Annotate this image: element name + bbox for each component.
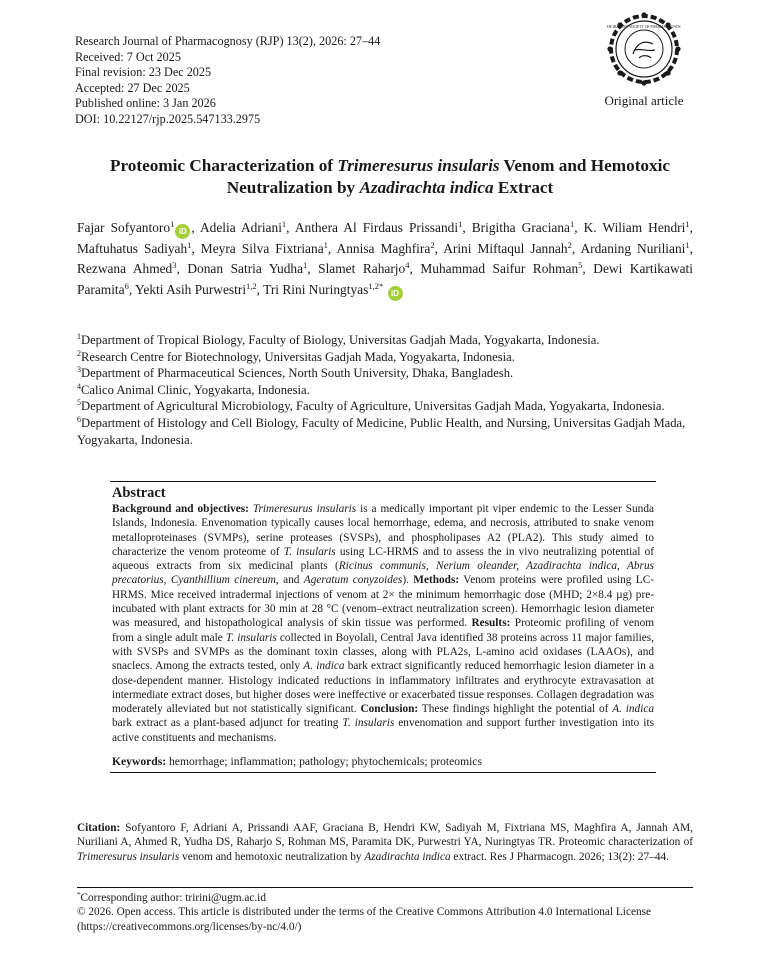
orcid-icon[interactable]: iD bbox=[388, 286, 403, 301]
doi: DOI: 10.22127/rjp.2025.547133.2975 bbox=[75, 111, 261, 126]
received-date: Received: 7 Oct 2025 bbox=[75, 49, 181, 64]
abstract-box bbox=[110, 481, 656, 773]
author: Muhammad Saifur Rohman$^5$ bbox=[420, 260, 583, 277]
accepted-date: Accepted: 27 Dec 2025 bbox=[75, 80, 190, 95]
journal-meta bbox=[75, 34, 380, 128]
author: Meyra Silva Fixtriana$^1$ bbox=[200, 240, 328, 256]
footnotes bbox=[77, 891, 693, 934]
author: Annisa Maghfira$^2$ bbox=[336, 240, 435, 256]
logo-block bbox=[592, 12, 696, 109]
published-date: Published online: 3 Jan 2026 bbox=[75, 96, 216, 111]
author: Ardaning Nuriliani$^1$ bbox=[580, 240, 690, 256]
article-type-label: Original article bbox=[604, 93, 684, 108]
final-revision-date: Final revision: 23 Dec 2025 bbox=[75, 65, 212, 80]
paper-title: Proteomic Characterization of Trimeresurus insularis Venom and Hemotoxic Neutralization by Azadirachta indica Extract bbox=[109, 156, 671, 197]
author: Dewi Kartikawati Paramita$^6$ bbox=[77, 261, 693, 297]
svg-text:THE IRANIAN SOCIETY OF PHARMAC: THE IRANIAN SOCIETY OF PHARMACOGNOSY bbox=[607, 25, 681, 29]
journal-citation-line: Research Journal of Pharmacognosy (RJP) 13(2), 2026: 27–44 bbox=[75, 34, 381, 48]
author: Fajar Sofyantoro$^1$ bbox=[77, 219, 175, 235]
citation: Citation: Sofyantoro F, Adriani A, Prissandi AAF, Graciana B, Hendri KW, Sadiyah M, Fixtriana MS, Maghfira A, Jannah AM, Nuriliani A, Ahmed R, Yudha DS, Raharjo S, Rohman MS, Paramita DK, Purwestri YA, Nuringtyas TR. Proteomic characterization of Trimeresurus insularis venom and hemotoxic neutralization by Azadirachta indica extract. Res J Pharmacogn. 2026; 13(2): 27–44. bbox=[77, 822, 693, 863]
affiliation-list bbox=[77, 332, 697, 448]
license-notice: © 2026. Open access. This article is distributed under the terms of the Creative Commons Attribution 4.0 International License (https://creativecommons.org/licenses/by-nc/4.0/) bbox=[77, 906, 652, 933]
affiliation: $^2$Research Centre for Biotechnology, Universitas Gadjah Mada, Yogyakarta, Indonesia. bbox=[77, 348, 515, 364]
author-list: Fajar Sofyantoro$^1$iD , Adelia Adriani$^1$, Anthera Al Firdaus Prissandi$^1$, Brigitha Graciana$^1$, K. Wiliam Hendri$^1$, Maftuhatus Sadiyah$^1$, Meyra Silva Fixtriana$^1$, Annisa Maghfira$^2$, Arini Miftaqul Jannah$^2$, Ardaning Nuriliani$^1$, Rezwana Ahmed$^3$, Donan Satria Yudha$^1$, Slamet Raharjo$^4$, Muhammad Saifur Rohman$^5$, Dewi Kartikawati Paramita$^6$, Yekti Asih Purwestri$^{1,2}$, Tri Rini Nuringtyas$^{1,2*}$ iD bbox=[77, 218, 693, 301]
abstract-heading: Abstract bbox=[112, 485, 166, 501]
affiliation: $^5$Department of Agricultural Microbiology, Faculty of Agriculture, Universitas Gadjah Mada, Yogyakarta, Indonesia. bbox=[77, 398, 665, 414]
author: Brigitha Graciana$^1$ bbox=[471, 219, 575, 235]
affiliation: $^6$Department of Histology and Cell Biology, Faculty of Medicine, Public Health, and Nursing, Universitas Gadjah Mada, Yogyakarta, Indonesia. bbox=[77, 414, 686, 447]
corresponding-author: *Corresponding author: tririni@ugm.ac.id bbox=[77, 891, 266, 904]
author: Yekti Asih Purwestri$^{1,2}$ bbox=[135, 280, 257, 297]
orcid-icon[interactable]: iD bbox=[175, 224, 190, 239]
author: Slamet Raharjo$^4$ bbox=[318, 260, 410, 277]
affiliation: $^3$Department of Pharmaceutical Sciences, North South University, Dhaka, Bangladesh. bbox=[77, 365, 514, 381]
author: Adelia Adriani$^1$ bbox=[200, 219, 287, 235]
society-seal-icon bbox=[607, 12, 681, 86]
author: Tri Rini Nuringtyas$^{1,2*}$ bbox=[263, 280, 384, 297]
author: Anthera Al Firdaus Prissandi$^1$ bbox=[294, 219, 463, 235]
author: K. Wiliam Hendri$^1$ bbox=[583, 219, 690, 235]
affiliation: $^4$Calico Animal Clinic, Yogyakarta, Indonesia. bbox=[77, 381, 310, 397]
footnote-divider bbox=[77, 887, 693, 888]
affiliation: $^1$Department of Tropical Biology, Faculty of Biology, Universitas Gadjah Mada, Yogyakarta, Indonesia. bbox=[77, 332, 600, 347]
author: Donan Satria Yudha$^1$ bbox=[187, 260, 308, 277]
author: Rezwana Ahmed$^3$ bbox=[77, 260, 177, 277]
author: Maftuhatus Sadiyah$^1$ bbox=[77, 240, 192, 256]
abstract-body: Background and objectives: Trimeresurus insularis is a medically important pit viper endemic to the Lesser Sunda Islands, Indonesia. Envenomation typically causes local hemorrhage, edema, and necrosis, attributed to snake venom metalloproteinases (SVMPs), serine proteases (SVSPs), and phospholipases A2 (PLA2). This study aimed to characterize the venom proteome of T. insularis using LC-HRMS and to assess the in vivo neutralizing potential of aqueous extracts from six medicinal plants (Ricinus communis, Nerium oleander, Azadirachta indica, Abrus precatorius, Cyanthillium cinereum, and Ageratum conyzoides). Methods: Venom proteins were profiled using LC-HRMS. Mice received intradermal injections of venom at 2× the minimum hemorrhagic dose (MHD; 2×8.4 µg) pre-incubated with plant extracts for 30 min at 28 °C (venom–extract neutralization screen). Hemorrhagic lesion diameter was measured, and histopathological analysis of skin tissue was performed. Results: Proteomic profiling of venom from a single adult male T. insularis collected in Boyolali, Central Java identified 38 proteins across 11 major families, with SVSPs and SVMPs as the dominant toxin classes, along with PLA2s, L-amino acid oxidases (LAAOs), and snaclecs. Among the extracts tested, only A. indica bark extract significantly reduced hemorrhagic lesion diameter in a dose-dependent manner. Histology indicated reductions in inflammatory infiltrates and erythrocyte extravasation at intermediate extract doses, but higher doses were ineffective or exacerbated tissue responses. Collagen degradation was moderately alleviated but not statistically significant. Conclusion: These findings highlight the potential of A. indica bark extract as a plant-based adjunct for treating T. insularis envenomation and support further investigation into its active constituents and mechanisms. bbox=[112, 503, 655, 744]
keywords: Keywords: hemorrhage; inflammation; pathology; phytochemicals; proteomics bbox=[112, 755, 482, 769]
author: Arini Miftaqul Jannah$^2$ bbox=[443, 240, 572, 256]
